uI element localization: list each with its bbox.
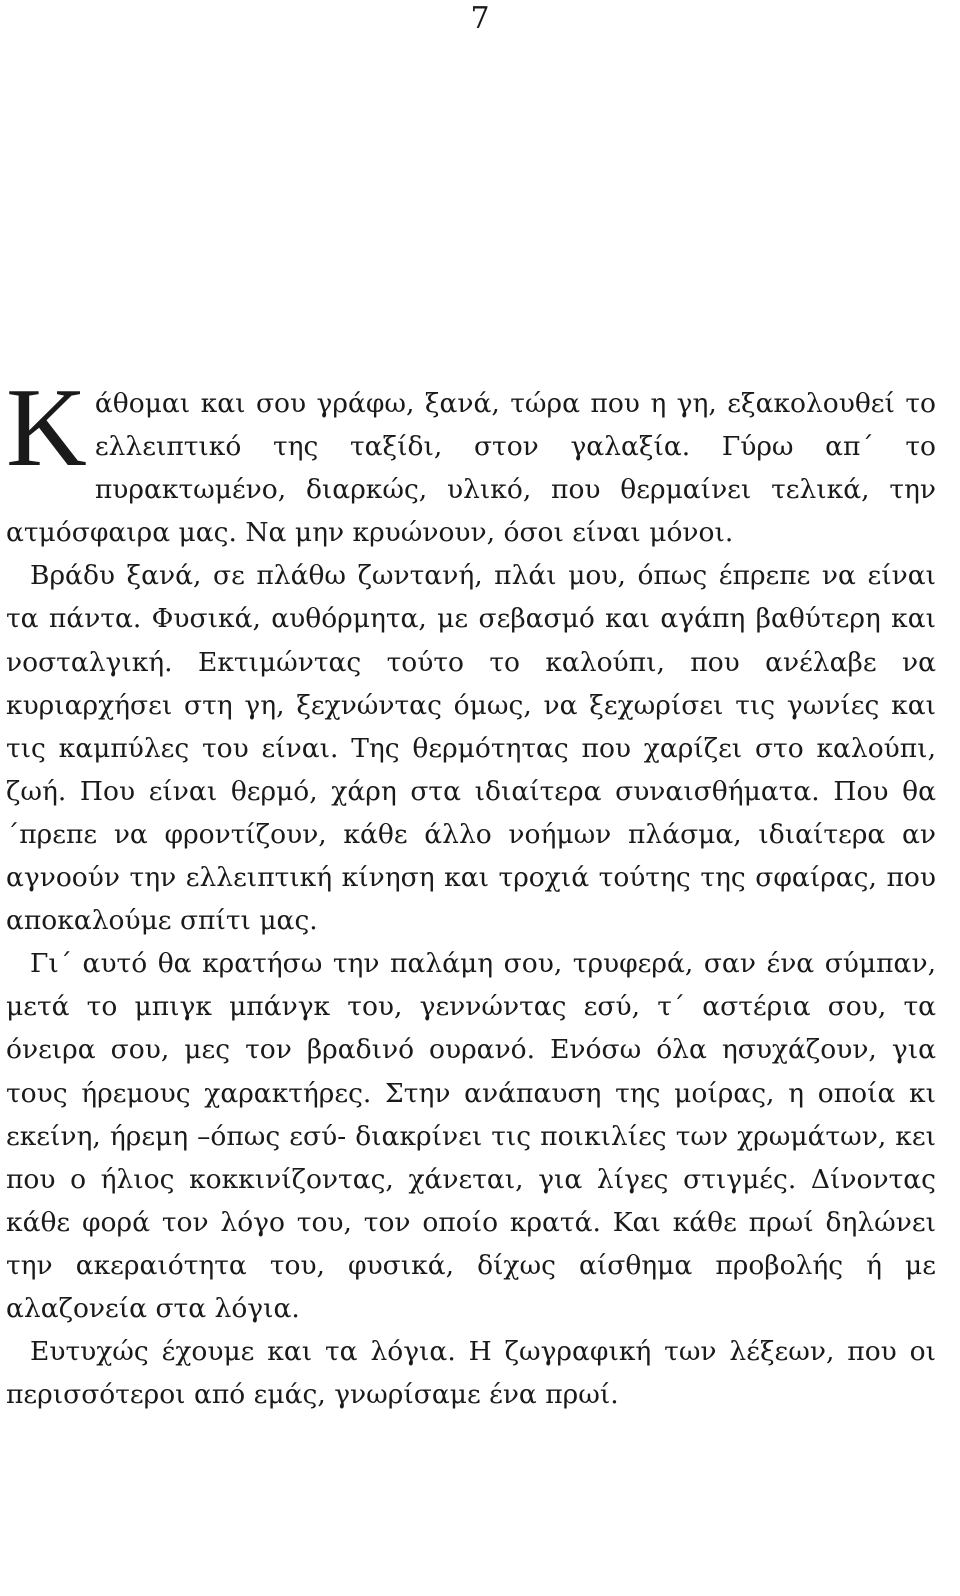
body-text bbox=[6, 366, 936, 1416]
paragraph-3: Γι΄ αυτό θα κρατήσω την παλάμη σου, τρυφερά, σαν ένα σύμπαν, μετά το μπιγκ μπάνγκ του, γεννώντας εσύ, τ΄ αστέρια σου, τα όνειρα σου, μες τον βραδινό ουρανό. Ενόσω όλα ησυχάζουν, για τους ήρεμους χαρακτήρες. Στην ανάπαυση της μοίρας, η οποία κι εκείνη, ήρεμη –όπως εσύ- διακρίνει τις ποικιλίες των χρωμάτων, κει που ο ήλιος κοκκινίζοντας, χάνεται, για λίγες στιγμές. Δίνοντας κάθε φορά τον λόγο του, τον οποίο κρατά. Και κάθε πρωί δηλώνει την ακεραιότητα του, φυσικά, δίχως αίσθημα προβολής ή με αλαζονεία στα λόγια. bbox=[6, 948, 936, 1324]
paragraph-1-text: άθομαι και σου γράφω, ξανά, τώρα που η γη, εξακολουθεί το ελλειπτικό της ταξίδι, στον γαλαξία. Γύρω απ΄ το πυρακτωμένο, διαρκώς, υλικό, που θερμαίνει τελικά, την ατμόσφαιρα μας. Να μην κρυώνουν, όσοι είναι μόνοι. bbox=[6, 388, 936, 549]
paragraph-1 bbox=[6, 366, 936, 554]
paragraph-4: Ευτυχώς έχουμε και τα λόγια. Η ζωγραφική των λέξεων, που οι περισσότεροι από εμάς, γνωρίσαμε ένα πρωί. bbox=[6, 1336, 936, 1411]
page-number: 7 bbox=[470, 1, 490, 36]
drop-cap: Κ bbox=[6, 366, 87, 490]
paragraph-2: Βράδυ ξανά, σε πλάθω ζωντανή, πλάι μου, όπως έπρεπε να είναι τα πάντα. Φυσικά, αυθόρμητα, με σεβασμό και αγάπη βαθύτερη και νοσταλγική. Εκτιμώντας τούτο το καλούπι, που ανέλαβε να κυριαρχήσει στη γη, ξεχνώντας όμως, να ξεχωρίσει τις γωνίες και τις καμπύλες του είναι. Της θερμότητας που χαρίζει στο καλούπι, ζωή. Που είναι θερμό, χάρη στα ιδιαίτερα συναισθήματα. Που θα ΄πρεπε να φροντίζουν, κάθε άλλο νοήμων πλάσμα, ιδιαίτερα αν αγνοούν την ελλειπτική κίνηση και τροχιά τούτης της σφαίρας, που αποκαλούμε σπίτι μας. bbox=[6, 560, 936, 937]
